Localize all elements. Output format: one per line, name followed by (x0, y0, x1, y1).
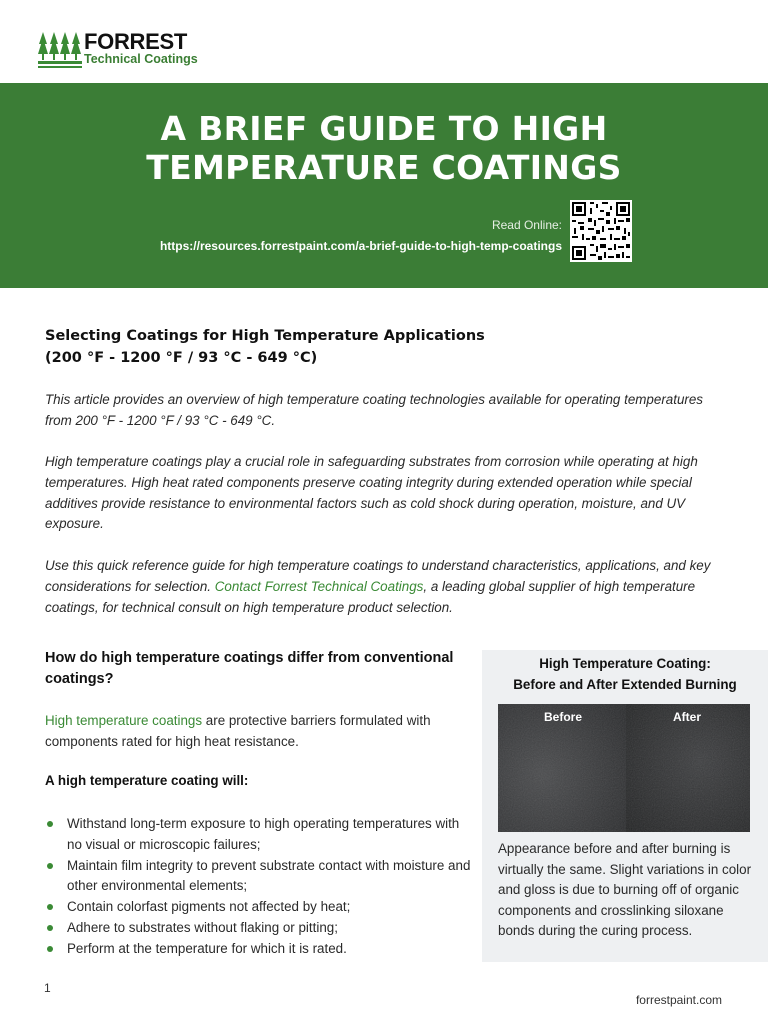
sidebar-title (482, 653, 768, 695)
contact-link[interactable]: Contact Forrest Technical Coatings (214, 578, 424, 594)
photo-caption: Appearance before and after burning is virtually the same. Slight variations in color and gloss is due to burning off of organic components and crosslinking siloxane bonds during the curing process. (498, 841, 752, 939)
forrest-logo (38, 30, 238, 70)
list-item: Adhere to substrates without flaking or pitting; (45, 918, 475, 939)
intro-paragraph: This article provides an overview of high temperature coating technologies available for operating temperatures from 200 °F - 1200 °F / 93 °C - 649 °C. (45, 392, 703, 428)
overview-paragraph: High temperature coatings play a crucial role in safeguarding substrates from corrosion while operating at high temperatures. High heat rated components preserve coating integrity during extended operation while special additives provide resistance to environmental factors such as cold shock during operation, moisture, and UV exposure. (45, 454, 698, 532)
list-item: Maintain film integrity to prevent substrate contact with moisture and other environmental elements; (45, 856, 475, 898)
qr-code-icon[interactable] (570, 200, 632, 262)
read-online-link[interactable]: https://resources.forrestpaint.com/a-brief-guide-to-high-temp-coatings (159, 239, 562, 253)
before-after-photo (498, 704, 750, 832)
section-heading-line-2: (200 °F - 1200 °F / 93 °C - 649 °C) (45, 350, 318, 366)
sidebar-title-line-1: High Temperature Coating: (539, 656, 711, 671)
high-temp-coatings-link[interactable]: High temperature coatings (45, 713, 203, 728)
definition-paragraph (45, 710, 465, 752)
question-heading: How do high temperature coatings differ from conventional coatings? (45, 650, 454, 687)
list-item: Contain colorfast pigments not affected by heat; (45, 897, 475, 918)
title-line-1: A BRIEF GUIDE TO HIGH (160, 109, 608, 148)
title-line-2: TEMPERATURE COATINGS (146, 148, 622, 187)
will-heading: A high temperature coating will: (45, 773, 249, 788)
after-label: After (673, 710, 702, 724)
list-item: Withstand long-term exposure to high operating temperatures with no visual or microscopic failures; (45, 814, 475, 856)
guide-paragraph (45, 556, 725, 618)
title-banner (0, 83, 768, 288)
read-online-label: Read Online: (491, 218, 562, 232)
guide-text-after: , a leading global supplier of high temperature coatings, for technical consult on high temperature product selection. (45, 578, 696, 615)
list-item: Perform at the temperature for which it is rated. (45, 939, 475, 960)
definition-rest: are protective barriers formulated with components rated for high heat resistance. (45, 713, 431, 749)
sidebar-title-line-2: Before and After Extended Burning (513, 677, 737, 692)
page-number: 1 (44, 981, 51, 995)
section-heading (45, 325, 485, 369)
before-label: Before (544, 710, 583, 724)
tree-logo-icon (38, 30, 82, 70)
before-after-sidebar (482, 650, 768, 962)
guide-text-before: Use this quick reference guide for high temperature coatings to understand characteristics, applications, and key considerations for selection. (45, 558, 711, 594)
properties-list (45, 814, 475, 960)
footer-site-link[interactable]: forrestpaint.com (635, 993, 722, 1007)
page-title (0, 109, 768, 187)
logo-brand-text: FORREST (84, 29, 188, 54)
logo-sub-text: Technical Coatings (84, 52, 198, 66)
section-heading-line-1: Selecting Coatings for High Temperature Applications (45, 328, 485, 344)
